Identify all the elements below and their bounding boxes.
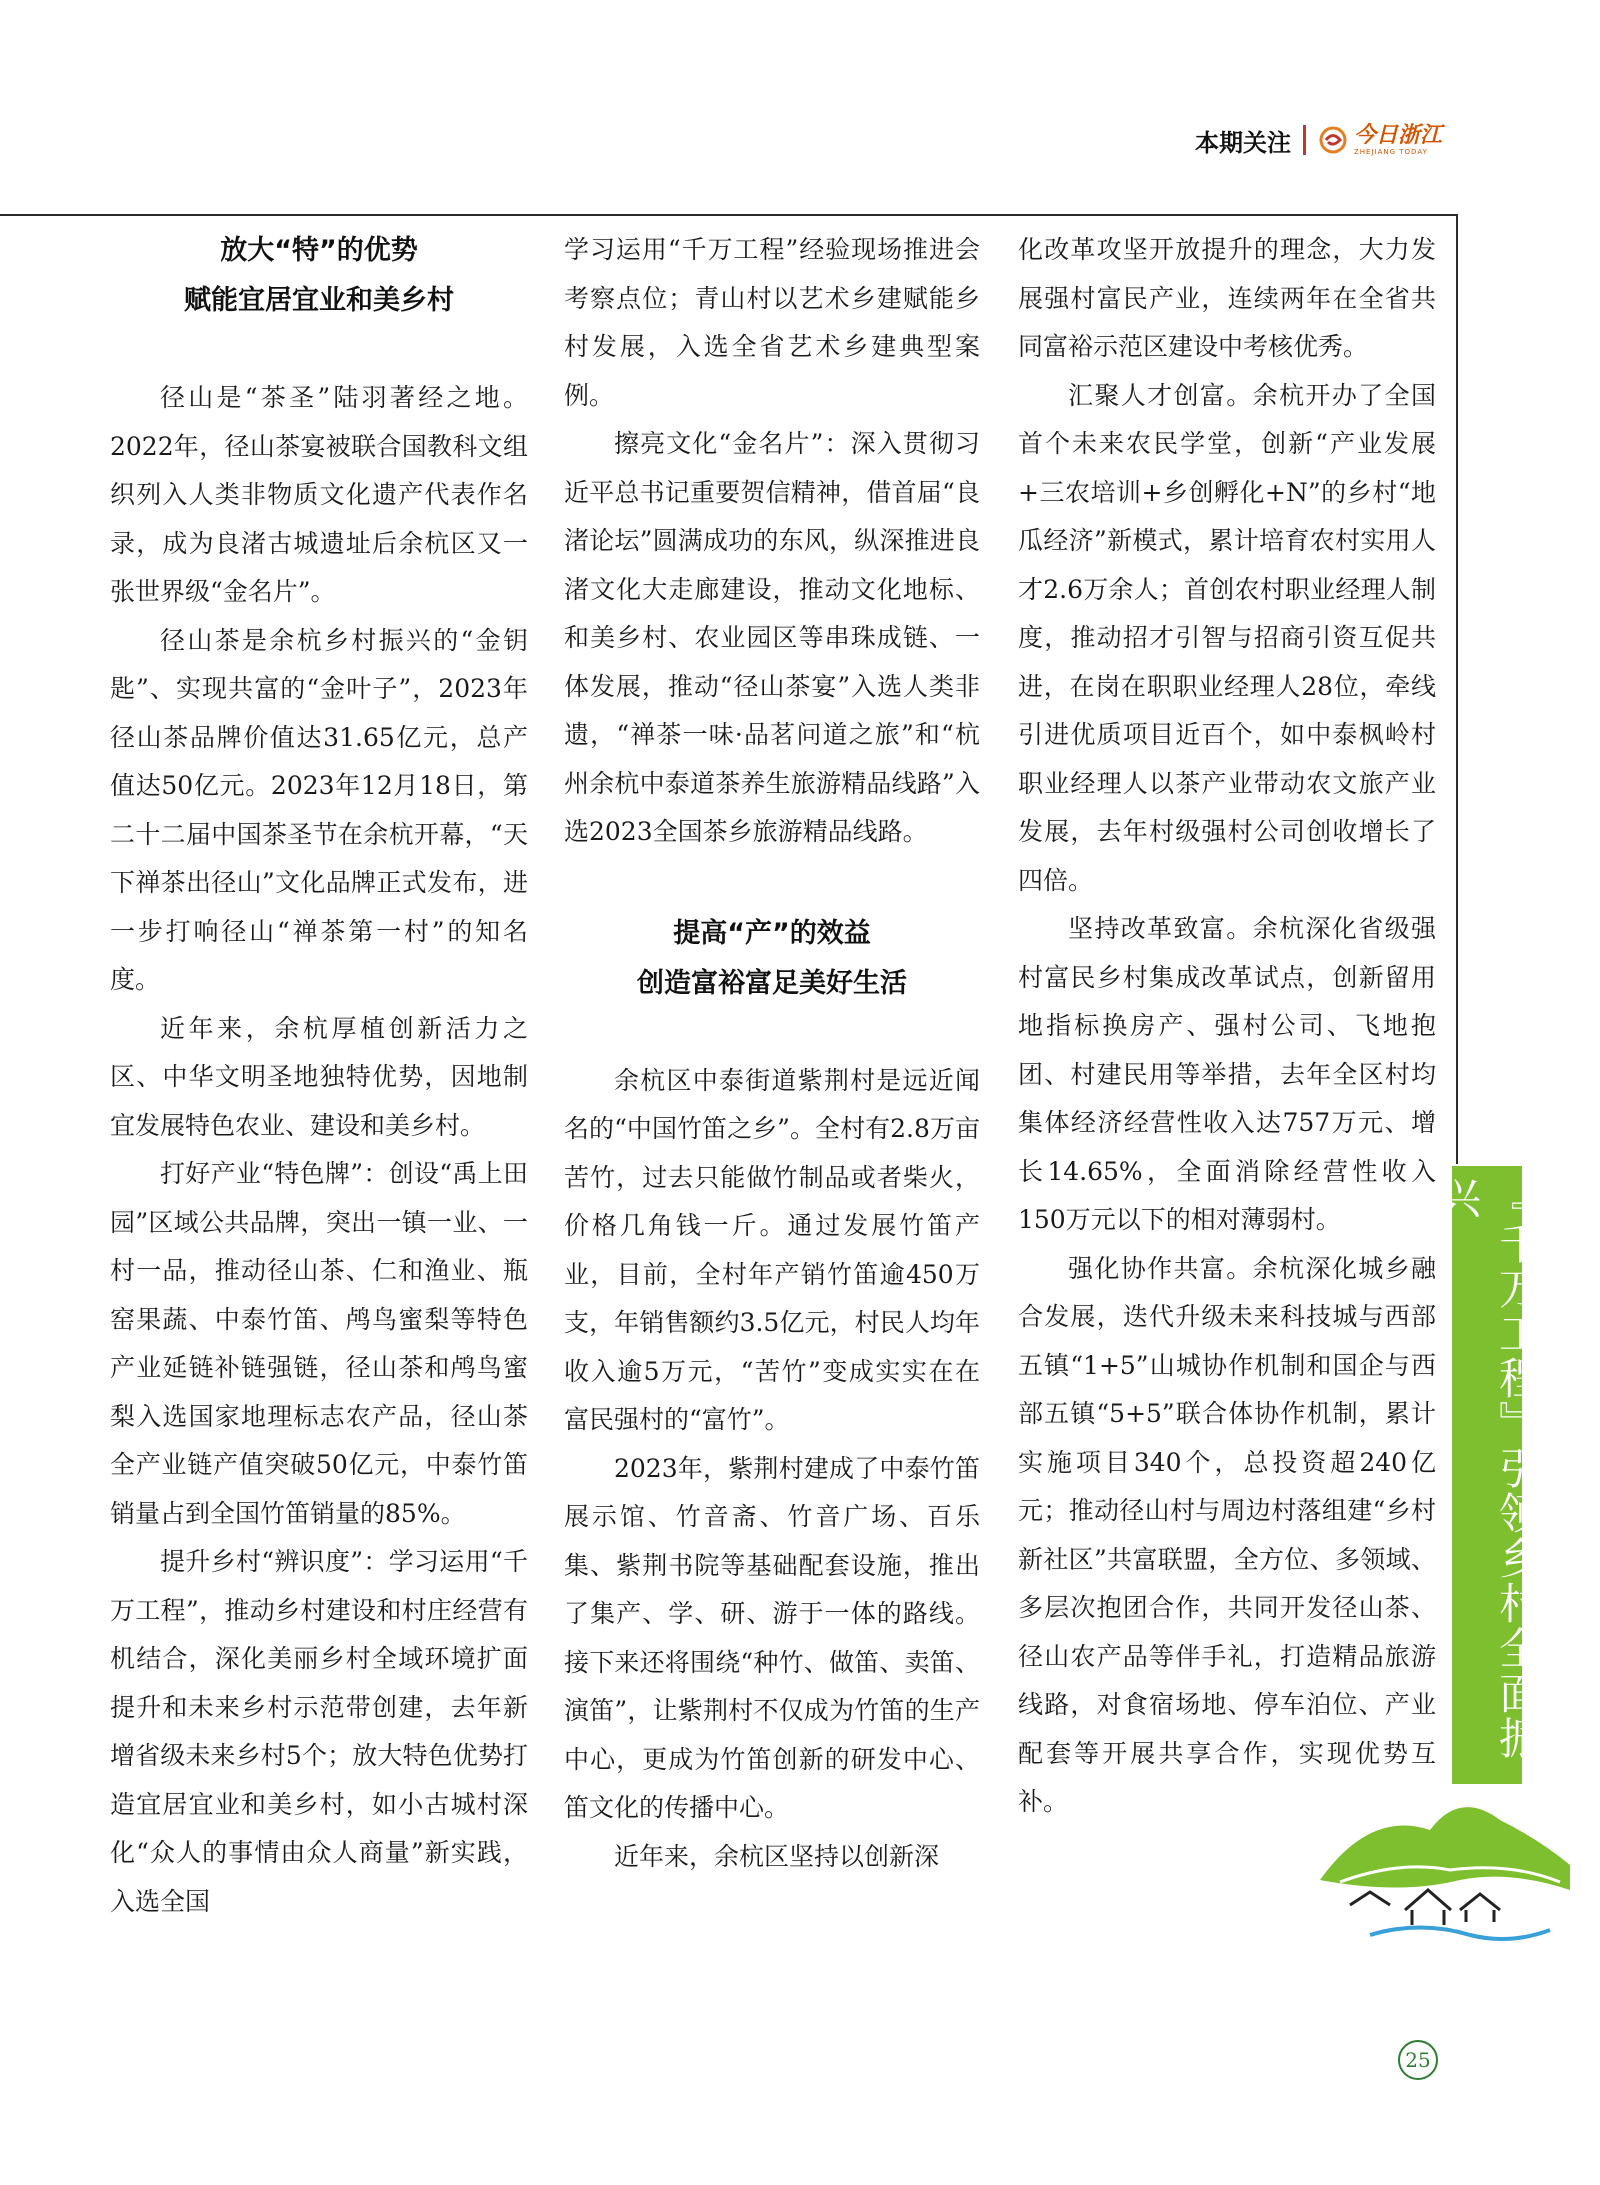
section-heading-2-line-1: 提高“产”的效益 — [673, 917, 871, 949]
paragraph: 余杭区中泰街道紫荆村是远近闻名的“中国竹笛之乡”。全村有2.8万亩苦竹，过去只能做竹制品或者柴火，价格几角钱一斤。通过发展竹笛产业，目前，全村年产销竹笛逾450万支，年销售额约3.5亿元，村民人均年收入逾5万元，“苦竹”变成实实在在富民强村的“富竹”。 — [564, 1065, 980, 1434]
section-heading-1-line-2: 赋能宜居宜业和美乡村 — [184, 285, 454, 316]
top-rule — [0, 214, 1458, 216]
right-rule — [1456, 214, 1458, 1164]
article-column-3 — [1018, 226, 1436, 1827]
section-heading-1-line-1: 放大“特”的优势 — [220, 235, 418, 266]
paragraph: 提升乡村“辨识度”：学习运用“千万工程”，推动乡村建设和村庄经营有机结合，深化美丽乡村全域环境扩面提升和未来乡村示范带创建，去年新增省级未来乡村5个；放大特色优势打造宜居宜业和美乡村，如小古城村深化“众人的事情由众人商量”新实践，入选全国 — [110, 1547, 528, 1916]
page-number: 25 — [1398, 2040, 1438, 2080]
banner-title: 『千万工程』引领乡村全面振兴 — [1431, 1176, 1542, 1761]
paragraph-continued: 学习运用“千万工程”经验现场推进会考察点位；青山村以艺术乡建赋能乡村发展，入选全省艺术乡建典型案例。 — [564, 235, 980, 410]
article-column-1 — [110, 226, 528, 1926]
paragraph: 2023年，紫荆村建成了中泰竹笛展示馆、竹音斋、竹音广场、百乐集、紫荆书院等基础配套设施，推出了集产、学、研、游于一体的路线。接下来还将围绕“种竹、做笛、卖笛、演笛”，让紫荆村不仅成为竹笛的生产中心，更成为竹笛创新的研发中心、笛文化的传播中心。 — [564, 1453, 980, 1822]
paragraph: 径山茶是余杭乡村振兴的“金钥匙”、实现共富的“金叶子”，2023年径山茶品牌价值达31.65亿元，总产值达50亿元。2023年12月18日，第二十二届中国茶圣节在余杭开幕，“天下禅茶出径山”文化品牌正式发布，进一步打响径山“禅茶第一村”的知名度。 — [110, 625, 528, 994]
header-divider — [1303, 125, 1306, 155]
paragraph: 汇聚人才创富。余杭开办了全国首个未来农民学堂，创新“产业发展+三农培训+乡创孵化+N”的乡村“地瓜经济”新模式，累计培育农村实用人才2.6万余人；首创农村职业经理人制度，推动招才引智与招商引资互促共进，在岗在职职业经理人28位，牵线引进优质项目近百个，如中泰枫岭村职业经理人以茶产业带动农文旅产业发展，去年村级强村公司创收增长了四倍。 — [1018, 380, 1436, 895]
paragraph: 强化协作共富。余杭深化城乡融合发展，迭代升级未来科技城与西部五镇“1+5”山城协作机制和国企与西部五镇“5+5”联合体协作机制，累计实施项目340个，总投资超240亿元；推动径山村与周边村落组建“乡村新社区”共富联盟，全方位、多领域、多层次抱团合作，共同开发径山茶、径山农产品等伴手礼，打造精品旅游线路，对食宿场地、停车泊位、产业配套等开展共享合作，实现优势互补。 — [1018, 1253, 1436, 1816]
paragraph-continued: 化改革攻坚开放提升的理念，大力发展强村富民产业，连续两年在全省共同富裕示范区建设中考核优秀。 — [1018, 235, 1436, 361]
paragraph: 近年来，余杭区坚持以创新深 — [614, 1841, 940, 1871]
logo-swirl-icon — [1318, 125, 1348, 155]
logo-chinese-name: 今日浙江 — [1353, 122, 1442, 148]
paragraph: 打好产业“特色牌”：创设“禹上田园”区域公共品牌，突出一镇一业、一村一品，推动径山茶、仁和渔业、瓶窑果蔬、中泰竹笛、鸬鸟蜜梨等特色产业延链补链强链，径山茶和鸬鸟蜜梨入选国家地理标志农产品，径山茶全产业链产值突破50亿元，中泰竹笛销量占到全国竹笛销量的85%。 — [110, 1159, 528, 1528]
paragraph: 径山是“茶圣”陆羽著经之地。2022年，径山茶宴被联合国教科文组织列入人类非物质文化遗产代表作名录，成为良渚古城遗址后余杭区又一张世界级“金名片”。 — [110, 383, 528, 606]
landscape-illustration-icon — [1310, 1770, 1580, 1950]
paragraph: 擦亮文化“金名片”：深入贯彻习近平总书记重要贺信精神，借首届“良渚论坛”圆满成功的东风，纵深推进良渚文化大走廊建设，推动文化地标、和美乡村、农业园区等串珠成链、一体发展，推动“径山茶宴”入选人类非遗，“禅茶一味·品茗问道之旅”和“杭州余杭中泰道茶养生旅游精品线路”入选2023全国茶乡旅游精品线路。 — [564, 429, 980, 846]
paragraph: 近年来，余杭厚植创新活力之区、中华文明圣地独特优势，因地制宜发展特色农业、建设和美乡村。 — [110, 1013, 528, 1140]
section-label: 本期关注 — [1194, 128, 1291, 157]
page-header — [1195, 118, 1442, 162]
magazine-logo — [1318, 122, 1442, 156]
section-heading-2-line-2: 创造富裕富足美好生活 — [637, 967, 907, 999]
logo-english-name: ZHEJIANG TODAY — [1353, 147, 1428, 156]
paragraph: 坚持改革致富。余杭深化省级强村富民乡村集成改革试点，创新留用地指标换房产、强村公司、飞地抱团、村建民用等举措，去年全区村均集体经济经营性收入达757万元、增长14.65%，全面消除经营性收入150万元以下的相对薄弱村。 — [1018, 914, 1436, 1234]
topic-banner — [1431, 1166, 1542, 1784]
article-column-2 — [564, 226, 980, 1881]
